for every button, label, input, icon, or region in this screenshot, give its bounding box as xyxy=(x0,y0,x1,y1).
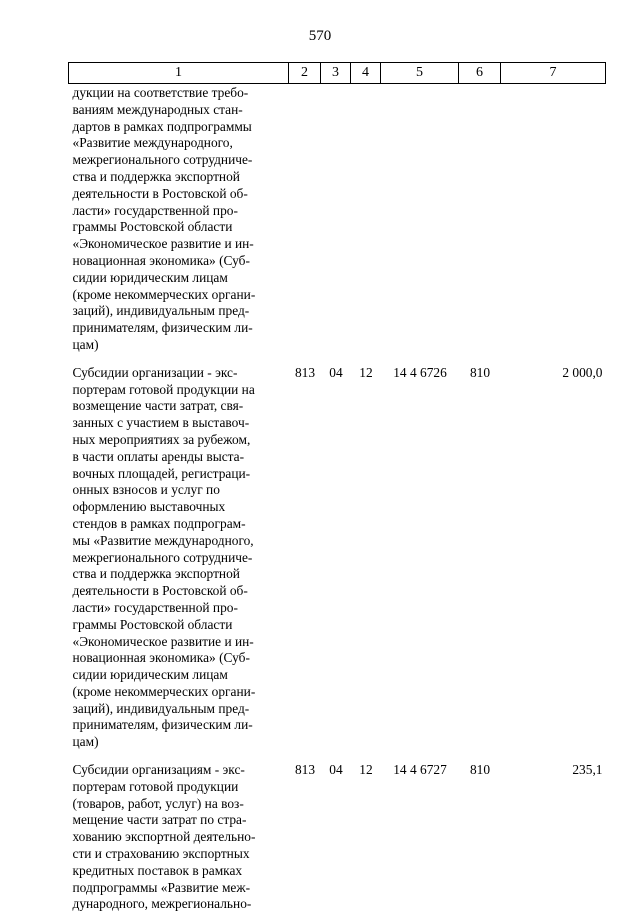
description-line: «Экономическое развитие и ин- xyxy=(72,633,254,649)
description-line: возмещение части затрат, свя- xyxy=(72,398,244,414)
description-line: сидии юридическим лицам xyxy=(72,667,228,683)
cell-section: 04 xyxy=(329,364,343,380)
description-line: заций), индивидуальным пред- xyxy=(72,700,250,716)
description-line: сидии юридическим лицам xyxy=(72,269,228,285)
description-line: межрегионального сотрудниче- xyxy=(72,549,253,565)
description-line: ных мероприятиях за рубежом, xyxy=(72,431,251,447)
table-row xyxy=(69,84,606,354)
description-line: ства и поддержка экспортной xyxy=(72,168,240,184)
cell-subsection: 12 xyxy=(359,762,373,778)
header-col-7: 7 xyxy=(501,63,606,84)
description-line: занных с участием в выставоч- xyxy=(72,415,250,431)
description-line: Субсидии организациям - экс- xyxy=(72,762,245,778)
header-col-5: 5 xyxy=(381,63,459,84)
cell-amount: 2 000,0 xyxy=(562,364,603,380)
description-line: дународного, межрегионально- xyxy=(72,896,252,912)
description-line: ства и поддержка экспортной xyxy=(72,566,240,582)
description-line: мещение части затрат по стра- xyxy=(72,812,247,828)
description-line: (кроме некоммерческих органи- xyxy=(72,683,256,699)
description-line: Субсидии организации - экс- xyxy=(72,364,238,380)
budget-table xyxy=(68,62,606,913)
description-line: мы «Развитие международного, xyxy=(72,532,254,548)
cell-ministry xyxy=(289,84,321,354)
cell-section: 04 xyxy=(329,762,343,778)
header-row xyxy=(69,63,606,84)
description-line: вочных площадей, регистраци- xyxy=(72,465,251,481)
row-description xyxy=(69,84,289,354)
description-line: стендов в рамках подпрограм- xyxy=(72,515,246,531)
description-line: кредитных поставок в рамках xyxy=(72,862,243,878)
cell-subsection xyxy=(351,84,381,354)
cell-target-article: 14 4 6726 xyxy=(393,364,447,380)
cell-section xyxy=(321,84,351,354)
page-number: 570 xyxy=(308,28,332,44)
description-line: (кроме некоммерческих органи- xyxy=(72,286,256,302)
header-col-2: 2 xyxy=(289,63,321,84)
cell-amount xyxy=(501,84,606,354)
description-line: ласти» государственной про- xyxy=(72,599,238,615)
description-line: цам) xyxy=(72,734,99,750)
table-row xyxy=(69,354,606,751)
description-line: новационная экономика» (Суб- xyxy=(72,650,250,666)
header-col-4: 4 xyxy=(351,63,381,84)
description-line: принимателям, физическим ли- xyxy=(72,717,253,733)
table-row xyxy=(69,751,606,913)
header-col-6: 6 xyxy=(459,63,501,84)
description-line: цам) xyxy=(72,336,99,352)
description-line: портерам готовой продукции на xyxy=(72,381,255,397)
row-description xyxy=(69,354,289,751)
cell-target-article xyxy=(381,84,459,354)
cell-subsection: 12 xyxy=(359,364,373,380)
row-description xyxy=(69,751,289,913)
description-line: оформлению выставочных xyxy=(72,499,226,515)
description-line: (товаров, работ, услуг) на воз- xyxy=(72,795,244,811)
description-line: онных взносов и услуг по xyxy=(72,482,220,498)
description-line: в части оплаты аренды выста- xyxy=(72,448,245,464)
description-line: принимателям, физическим ли- xyxy=(72,320,253,336)
description-line: ласти» государственной про- xyxy=(72,202,238,218)
description-line: дартов в рамках подпрограммы xyxy=(72,118,252,134)
description-line: дукции на соответствие требо- xyxy=(72,85,249,100)
description-line: портерам готовой продукции xyxy=(72,778,239,794)
description-line: заций), индивидуальным пред- xyxy=(72,303,250,319)
description-line: деятельности в Ростовской об- xyxy=(72,185,248,201)
header-col-3: 3 xyxy=(321,63,351,84)
description-line: сти и страхованию экспортных xyxy=(72,846,250,862)
cell-expense-type: 810 xyxy=(469,364,491,380)
cell-ministry: 813 xyxy=(294,364,316,380)
cell-ministry: 813 xyxy=(294,762,316,778)
description-line: хованию экспортной деятельно- xyxy=(72,829,256,845)
description-line: межрегионального сотрудниче- xyxy=(72,152,253,168)
description-line: «Развитие международного, xyxy=(72,135,233,151)
description-line: граммы Ростовской области xyxy=(72,616,233,632)
description-line: граммы Ростовской области xyxy=(72,219,233,235)
description-line: подпрограммы «Развитие меж- xyxy=(72,879,251,895)
description-line: новационная экономика» (Суб- xyxy=(72,252,250,268)
cell-amount: 235,1 xyxy=(572,762,603,778)
cell-expense-type: 810 xyxy=(469,762,491,778)
cell-target-article: 14 4 6727 xyxy=(393,762,447,778)
description-line: «Экономическое развитие и ин- xyxy=(72,236,254,252)
description-line: ваниям международных стан- xyxy=(72,101,243,117)
description-line: деятельности в Ростовской об- xyxy=(72,583,248,599)
header-col-1: 1 xyxy=(69,63,289,84)
cell-expense-type xyxy=(459,84,501,354)
